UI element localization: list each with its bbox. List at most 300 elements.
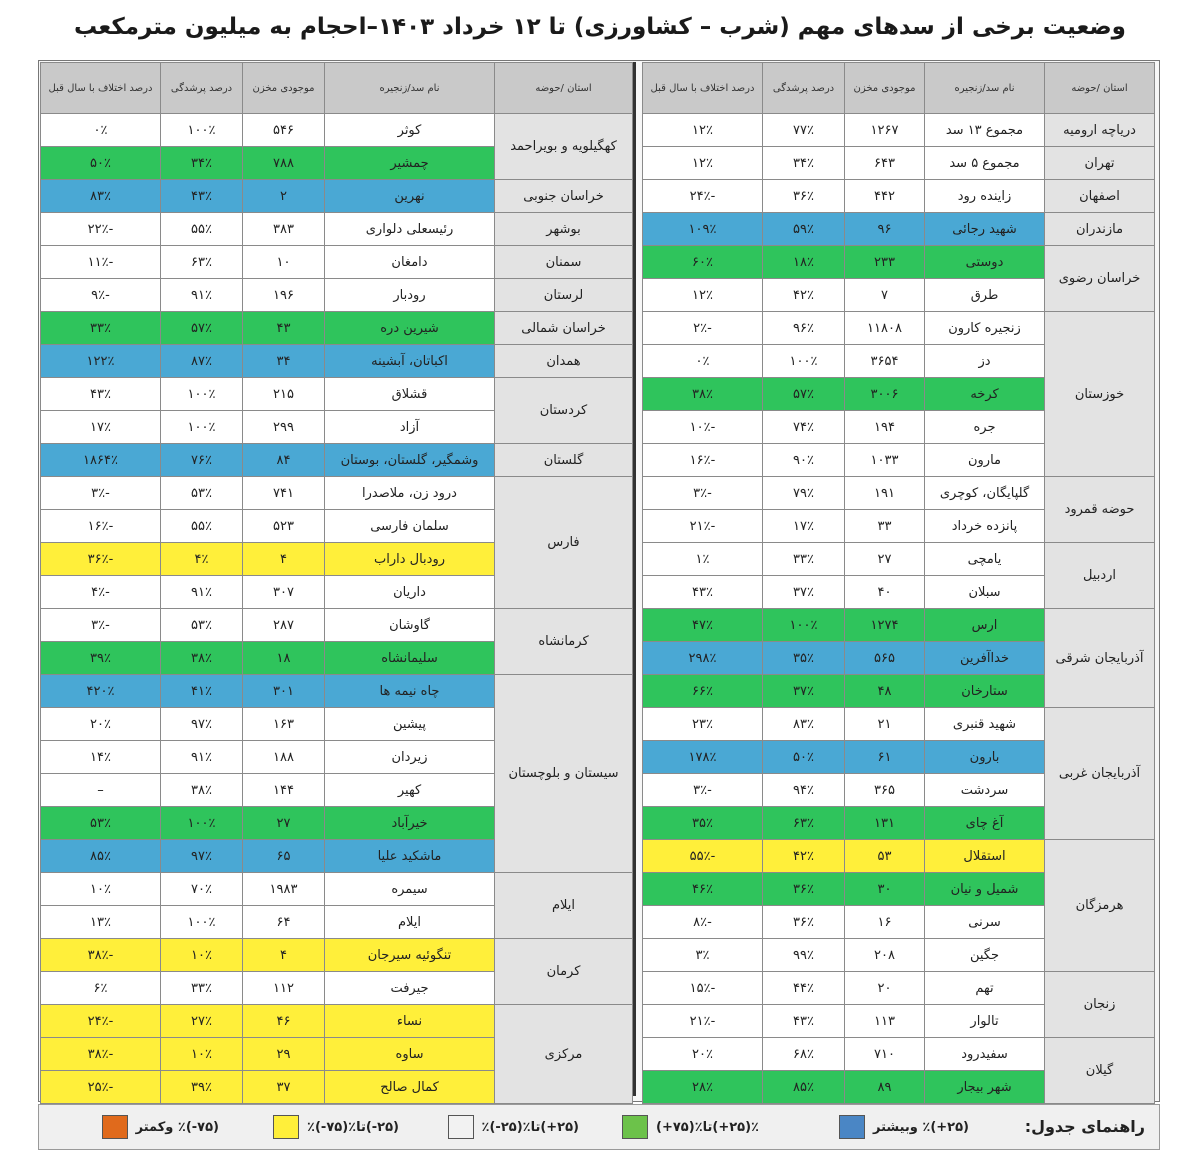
diff-percent-cell: ۴۲۰٪	[41, 675, 161, 708]
fill-percent-cell: ۳۶٪	[763, 180, 845, 213]
province-cell: دریاچه ارومیه	[1045, 114, 1155, 147]
fill-percent-cell: ۷۶٪	[161, 444, 243, 477]
fill-percent-cell: ۵۵٪	[161, 510, 243, 543]
dam-name-cell: جیرفت	[325, 972, 495, 1005]
legend-swatch-green	[622, 1115, 648, 1139]
fill-percent-cell: ۳۷٪	[763, 675, 845, 708]
diff-percent-cell: ۲۳٪	[643, 708, 763, 741]
dam-name-cell: زنجیره کارون	[925, 312, 1045, 345]
stock-cell: ۱۶۳	[243, 708, 325, 741]
stock-cell: ۶۵	[243, 840, 325, 873]
fill-percent-cell: ۳۸٪	[161, 774, 243, 807]
dam-name-cell: سلیمانشاه	[325, 642, 495, 675]
dam-name-cell: سفیدرود	[925, 1038, 1045, 1071]
stock-cell: ۷۱۰	[845, 1038, 925, 1071]
fill-percent-cell: ۱۰۰٪	[161, 906, 243, 939]
province-cell: هرمزگان	[1045, 840, 1155, 972]
fill-percent-cell: ۱۸٪	[763, 246, 845, 279]
dam-name-cell: استقلال	[925, 840, 1045, 873]
dam-name-cell: شمیل و نیان	[925, 873, 1045, 906]
province-cell: خوزستان	[1045, 312, 1155, 477]
dam-name-cell: تهم	[925, 972, 1045, 1005]
stock-cell: ۷۸۸	[243, 147, 325, 180]
fill-percent-cell: ۹۷٪	[161, 840, 243, 873]
stock-cell: ۴۸	[845, 675, 925, 708]
stock-cell: ۲	[243, 180, 325, 213]
diff-percent-cell: -۳۸٪	[41, 1038, 161, 1071]
province-cell: خراسان رضوی	[1045, 246, 1155, 312]
fill-percent-cell: ۹۱٪	[161, 279, 243, 312]
fill-percent-cell: ۹۱٪	[161, 576, 243, 609]
dam-name-cell: پانزده خرداد	[925, 510, 1045, 543]
stock-cell: ۱۲۶۷	[845, 114, 925, 147]
stock-cell: ۱۹۱	[845, 477, 925, 510]
diff-percent-cell: -۳٪	[643, 774, 763, 807]
fill-percent-cell: ۸۵٪	[763, 1071, 845, 1104]
stock-cell: ۲۰۸	[845, 939, 925, 972]
diff-percent-cell: ۴۳٪	[41, 378, 161, 411]
stock-cell: ۲۱۵	[243, 378, 325, 411]
table-row	[643, 609, 1155, 642]
table-row	[643, 543, 1155, 576]
province-cell: کرمانشاه	[495, 609, 633, 675]
province-cell: حوضه قمرود	[1045, 477, 1155, 543]
province-cell: زنجان	[1045, 972, 1155, 1038]
table-row	[643, 213, 1155, 246]
dam-name-cell: زیردان	[325, 741, 495, 774]
stock-cell: ۲۷	[845, 543, 925, 576]
stock-cell: ۲۷	[243, 807, 325, 840]
fill-percent-cell: ۴۱٪	[161, 675, 243, 708]
diff-percent-cell: ۱۲٪	[643, 279, 763, 312]
stock-cell: ۲۹	[243, 1038, 325, 1071]
fill-percent-cell: ۸۳٪	[763, 708, 845, 741]
fill-percent-cell: ۹۰٪	[763, 444, 845, 477]
header-diff: درصد اختلاف با سال قبل	[643, 63, 763, 114]
table-row	[41, 345, 633, 378]
stock-cell: ۲۹۹	[243, 411, 325, 444]
fill-percent-cell: ۵۳٪	[161, 609, 243, 642]
dam-name-cell: دز	[925, 345, 1045, 378]
province-cell: سیستان و بلوچستان	[495, 675, 633, 873]
stock-cell: ۷	[845, 279, 925, 312]
fill-percent-cell: ۴۲٪	[763, 840, 845, 873]
diff-percent-cell: ۳۵٪	[643, 807, 763, 840]
stock-cell: ۱۸	[243, 642, 325, 675]
diff-percent-cell: ۳۹٪	[41, 642, 161, 675]
diff-percent-cell: ۱۷٪	[41, 411, 161, 444]
diff-percent-cell: -۳۸٪	[41, 939, 161, 972]
dam-name-cell: ماشکید علیا	[325, 840, 495, 873]
diff-percent-cell: ۱۰۹٪	[643, 213, 763, 246]
legend-label: ٪(۲۵+)تا٪(۷۵+)	[656, 1119, 759, 1135]
dam-name-cell: کهیر	[325, 774, 495, 807]
diff-percent-cell: -۳۶٪	[41, 543, 161, 576]
table-row	[643, 312, 1155, 345]
stock-cell: ۳۰۰۶	[845, 378, 925, 411]
fill-percent-cell: ۶۳٪	[763, 807, 845, 840]
legend-item	[839, 1115, 969, 1139]
stock-cell: ۱۳۱	[845, 807, 925, 840]
dam-name-cell: رودبال داراب	[325, 543, 495, 576]
diff-percent-cell: ۰٪	[643, 345, 763, 378]
fill-percent-cell: ۹۱٪	[161, 741, 243, 774]
dam-name-cell: چمشیر	[325, 147, 495, 180]
legend-item	[273, 1115, 399, 1139]
dam-name-cell: سردشت	[925, 774, 1045, 807]
dam-name-cell: رودبار	[325, 279, 495, 312]
province-cell: گیلان	[1045, 1038, 1155, 1104]
table-row	[643, 246, 1155, 279]
dam-name-cell: دامغان	[325, 246, 495, 279]
dam-name-cell: تالوار	[925, 1005, 1045, 1038]
stock-cell: ۲۱	[845, 708, 925, 741]
stock-cell: ۳۰۷	[243, 576, 325, 609]
province-cell: خراسان جنوبی	[495, 180, 633, 213]
diff-percent-cell: -۲۱٪	[643, 510, 763, 543]
fill-percent-cell: ۳۳٪	[763, 543, 845, 576]
table-row	[41, 609, 633, 642]
fill-percent-cell: ۵۷٪	[763, 378, 845, 411]
table-row	[643, 840, 1155, 873]
fill-percent-cell: ۱۰۰٪	[763, 345, 845, 378]
stock-cell: ۳۳	[845, 510, 925, 543]
dam-name-cell: چاه نیمه ها	[325, 675, 495, 708]
diff-percent-cell: ۳٪	[643, 939, 763, 972]
header-fill: درصد پرشدگی	[763, 63, 845, 114]
dam-name-cell: آزاد	[325, 411, 495, 444]
table-row	[41, 939, 633, 972]
stock-cell: ۳۶۵	[845, 774, 925, 807]
dam-name-cell: سبلان	[925, 576, 1045, 609]
header-stock: موجودی مخزن	[845, 63, 925, 114]
dam-name-cell: مجموع ۱۳ سد	[925, 114, 1045, 147]
stock-cell: ۱۱۲	[243, 972, 325, 1005]
stock-cell: ۵۳	[845, 840, 925, 873]
diff-percent-cell: -۱۵٪	[643, 972, 763, 1005]
diff-percent-cell: ۱۸۶۴٪	[41, 444, 161, 477]
table-row	[41, 279, 633, 312]
dam-name-cell: بارون	[925, 741, 1045, 774]
stock-cell: ۱۴۴	[243, 774, 325, 807]
diff-percent-cell: -۱۶٪	[41, 510, 161, 543]
diff-percent-cell: ۸۵٪	[41, 840, 161, 873]
stock-cell: ۸۴	[243, 444, 325, 477]
fill-percent-cell: ۶۳٪	[161, 246, 243, 279]
stock-cell: ۲۰	[845, 972, 925, 1005]
fill-percent-cell: ۵۷٪	[161, 312, 243, 345]
header-dam-name: نام سد/زنجیره	[325, 63, 495, 114]
dam-name-cell: کوثر	[325, 114, 495, 147]
dam-name-cell: درود زن، ملاصدرا	[325, 477, 495, 510]
fill-percent-cell: ۷۴٪	[763, 411, 845, 444]
table-row	[41, 312, 633, 345]
dam-name-cell: جره	[925, 411, 1045, 444]
fill-percent-cell: ۱۰۰٪	[161, 807, 243, 840]
diff-percent-cell: -۳٪	[41, 477, 161, 510]
table-row	[41, 180, 633, 213]
diff-percent-cell: ۶٪	[41, 972, 161, 1005]
table-row	[41, 246, 633, 279]
fill-percent-cell: ۷۷٪	[763, 114, 845, 147]
diff-percent-cell: ۲۰٪	[41, 708, 161, 741]
province-cell: آذربایجان شرقی	[1045, 609, 1155, 708]
fill-percent-cell: ۳۶٪	[763, 873, 845, 906]
legend-item	[102, 1115, 219, 1139]
stock-cell: ۲۸۷	[243, 609, 325, 642]
fill-percent-cell: ۳۸٪	[161, 642, 243, 675]
fill-percent-cell: ۲۷٪	[161, 1005, 243, 1038]
diff-percent-cell: -۲۵٪	[41, 1071, 161, 1104]
diff-percent-cell: ۱۲۲٪	[41, 345, 161, 378]
stock-cell: ۶۴	[243, 906, 325, 939]
diff-percent-cell: ۶۰٪	[643, 246, 763, 279]
fill-percent-cell: ۱۰۰٪	[161, 411, 243, 444]
stock-cell: ۴۳	[243, 312, 325, 345]
header-diff: درصد اختلاف با سال قبل	[41, 63, 161, 114]
fill-percent-cell: ۶۸٪	[763, 1038, 845, 1071]
dam-name-cell: ستارخان	[925, 675, 1045, 708]
fill-percent-cell: ۳۴٪	[161, 147, 243, 180]
diff-percent-cell: ۱۷۸٪	[643, 741, 763, 774]
dams-table-right	[642, 62, 1155, 1104]
province-cell: ایلام	[495, 873, 633, 939]
province-cell: همدان	[495, 345, 633, 378]
dam-name-cell: گلپایگان، کوچری	[925, 477, 1045, 510]
stock-cell: ۳۰۱	[243, 675, 325, 708]
table-row	[41, 378, 633, 411]
dam-name-cell: شهید قنبری	[925, 708, 1045, 741]
diff-percent-cell: ۸۳٪	[41, 180, 161, 213]
diff-percent-cell: -۳٪	[643, 477, 763, 510]
table-row	[41, 675, 633, 708]
province-cell: تهران	[1045, 147, 1155, 180]
fill-percent-cell: ۱۰۰٪	[763, 609, 845, 642]
diff-percent-cell: ۲۰٪	[643, 1038, 763, 1071]
fill-percent-cell: ۱۰٪	[161, 1038, 243, 1071]
dam-name-cell: خیرآباد	[325, 807, 495, 840]
diff-percent-cell: ۱۲٪	[643, 114, 763, 147]
fill-percent-cell: ۹۷٪	[161, 708, 243, 741]
diff-percent-cell: -۴٪	[41, 576, 161, 609]
stock-cell: ۵۶۵	[845, 642, 925, 675]
diff-percent-cell: ۱۲٪	[643, 147, 763, 180]
table-row	[643, 114, 1155, 147]
table-row	[643, 477, 1155, 510]
stock-cell: ۷۴۱	[243, 477, 325, 510]
stock-cell: ۳۰	[845, 873, 925, 906]
legend-swatch-yellow	[273, 1115, 299, 1139]
stock-cell: ۶۴۳	[845, 147, 925, 180]
diff-percent-cell: -۲۴٪	[643, 180, 763, 213]
diff-percent-cell: -۱۰٪	[643, 411, 763, 444]
fill-percent-cell: ۴۴٪	[763, 972, 845, 1005]
province-cell: سمنان	[495, 246, 633, 279]
diff-percent-cell: ۶۶٪	[643, 675, 763, 708]
stock-cell: ۱۹۶	[243, 279, 325, 312]
legend-title: راهنمای جدول:	[1024, 1117, 1145, 1136]
dam-name-cell: شهید رجائی	[925, 213, 1045, 246]
fill-percent-cell: ۴۲٪	[763, 279, 845, 312]
diff-percent-cell: ۲۸٪	[643, 1071, 763, 1104]
dam-name-cell: تنگوئیه سیرجان	[325, 939, 495, 972]
stock-cell: ۶۱	[845, 741, 925, 774]
legend-swatch-white	[448, 1115, 474, 1139]
province-cell: مرکزی	[495, 1005, 633, 1104]
header-stock: موجودی مخزن	[243, 63, 325, 114]
dam-name-cell: شهر بیجار	[925, 1071, 1045, 1104]
dam-name-cell: قشلاق	[325, 378, 495, 411]
dam-name-cell: مجموع ۵ سد	[925, 147, 1045, 180]
diff-percent-cell: ۴۳٪	[643, 576, 763, 609]
diff-percent-cell: ۰٪	[41, 114, 161, 147]
diff-percent-cell: -۵۵٪	[643, 840, 763, 873]
dam-name-cell: ایلام	[325, 906, 495, 939]
dam-name-cell: نهرین	[325, 180, 495, 213]
diff-percent-cell: -۲٪	[643, 312, 763, 345]
table-row	[41, 444, 633, 477]
province-cell: گلستان	[495, 444, 633, 477]
fill-percent-cell: ۵۳٪	[161, 477, 243, 510]
diff-percent-cell: -۱۱٪	[41, 246, 161, 279]
province-cell: کرمان	[495, 939, 633, 1005]
stock-cell: ۱۰	[243, 246, 325, 279]
stock-cell: ۱۱۳	[845, 1005, 925, 1038]
dam-name-cell: شیرین دره	[325, 312, 495, 345]
fill-percent-cell: ۱۰۰٪	[161, 378, 243, 411]
stock-cell: ۳۶۵۴	[845, 345, 925, 378]
dam-name-cell: مارون	[925, 444, 1045, 477]
diff-percent-cell: -۱۶٪	[643, 444, 763, 477]
stock-cell: ۱۲۷۴	[845, 609, 925, 642]
dam-name-cell: دوستی	[925, 246, 1045, 279]
fill-percent-cell: ۱۰٪	[161, 939, 243, 972]
fill-percent-cell: ۸۷٪	[161, 345, 243, 378]
dam-name-cell: خداآفرین	[925, 642, 1045, 675]
diff-percent-cell: -۲۱٪	[643, 1005, 763, 1038]
dam-name-cell: کرخه	[925, 378, 1045, 411]
province-cell: فارس	[495, 477, 633, 609]
diff-percent-cell: ۴۷٪	[643, 609, 763, 642]
diff-percent-cell: ۱٪	[643, 543, 763, 576]
diff-percent-cell: ۳۸٪	[643, 378, 763, 411]
province-cell: لرستان	[495, 279, 633, 312]
dam-name-cell: زاینده رود	[925, 180, 1045, 213]
stock-cell: ۲۳۳	[845, 246, 925, 279]
stock-cell: ۴	[243, 543, 325, 576]
diff-percent-cell: ۵۰٪	[41, 147, 161, 180]
header-dam-name: نام سد/زنجیره	[925, 63, 1045, 114]
legend-label: (۲۵-)تا٪(۷۵-)٪	[307, 1119, 399, 1135]
stock-cell: ۸۹	[845, 1071, 925, 1104]
dam-name-cell: سرنی	[925, 906, 1045, 939]
dam-name-cell: وشمگیر، گلستان، بوستان	[325, 444, 495, 477]
stock-cell: ۱۶	[845, 906, 925, 939]
dam-name-cell: آغ چای	[925, 807, 1045, 840]
dam-name-cell: سیمره	[325, 873, 495, 906]
fill-percent-cell: ۵۵٪	[161, 213, 243, 246]
legend	[38, 1104, 1160, 1150]
table-row	[41, 873, 633, 906]
fill-percent-cell: ۳۹٪	[161, 1071, 243, 1104]
dam-name-cell: اکباتان، آبشینه	[325, 345, 495, 378]
fill-percent-cell: ۵۰٪	[763, 741, 845, 774]
stock-cell: ۴	[243, 939, 325, 972]
province-cell: اردبیل	[1045, 543, 1155, 609]
legend-item	[448, 1115, 579, 1139]
fill-percent-cell: ۷۹٪	[763, 477, 845, 510]
legend-label: (۲۵+)تا٪(۲۵-)٪	[481, 1119, 579, 1135]
dams-table-left	[40, 62, 633, 1104]
diff-percent-cell: ۴۶٪	[643, 873, 763, 906]
table-row	[41, 114, 633, 147]
stock-cell: ۱۰۳۳	[845, 444, 925, 477]
diff-percent-cell: ۱۰٪	[41, 873, 161, 906]
dam-name-cell: کمال صالح	[325, 1071, 495, 1104]
stock-cell: ۳۴	[243, 345, 325, 378]
diff-percent-cell: –	[41, 774, 161, 807]
province-cell: آذربایجان غربی	[1045, 708, 1155, 840]
diff-percent-cell: ۳۳٪	[41, 312, 161, 345]
stock-cell: ۵۲۳	[243, 510, 325, 543]
fill-percent-cell: ۴۳٪	[161, 180, 243, 213]
stock-cell: ۳۷	[243, 1071, 325, 1104]
fill-percent-cell: ۷۰٪	[161, 873, 243, 906]
fill-percent-cell: ۹۶٪	[763, 312, 845, 345]
province-cell: مازندران	[1045, 213, 1155, 246]
fill-percent-cell: ۳۴٪	[763, 147, 845, 180]
legend-label: (۷۵-)٪ وکمتر	[135, 1119, 219, 1135]
table-row	[643, 972, 1155, 1005]
stock-cell: ۱۹۸۳	[243, 873, 325, 906]
legend-swatch-blue	[839, 1115, 865, 1139]
table-row	[643, 180, 1155, 213]
dam-name-cell: داریان	[325, 576, 495, 609]
fill-percent-cell: ۳۶٪	[763, 906, 845, 939]
header-province: استان /حوضه	[1045, 63, 1155, 114]
header-province: استان /حوضه	[495, 63, 633, 114]
header-fill: درصد پرشدگی	[161, 63, 243, 114]
stock-cell: ۹۶	[845, 213, 925, 246]
dam-name-cell: رئیسعلی دلواری	[325, 213, 495, 246]
dam-name-cell: پیشین	[325, 708, 495, 741]
page-title: وضعیت برخی از سدهای مهم (شرب – کشاورزی) تا ۱۲ خرداد ۱۴۰۳–احجام به میلیون مترمکعب	[74, 14, 1126, 40]
province-cell: خراسان شمالی	[495, 312, 633, 345]
province-cell: بوشهر	[495, 213, 633, 246]
table-row	[643, 708, 1155, 741]
fill-percent-cell: ۳۳٪	[161, 972, 243, 1005]
table-row	[41, 1005, 633, 1038]
stock-cell: ۱۹۴	[845, 411, 925, 444]
table-row	[41, 213, 633, 246]
dam-name-cell: ساوه	[325, 1038, 495, 1071]
legend-item	[622, 1115, 759, 1139]
diff-percent-cell: -۲۴٪	[41, 1005, 161, 1038]
dam-name-cell: ارس	[925, 609, 1045, 642]
table-header-row	[643, 63, 1155, 114]
stock-cell: ۳۸۳	[243, 213, 325, 246]
diff-percent-cell: -۸٪	[643, 906, 763, 939]
diff-percent-cell: -۳٪	[41, 609, 161, 642]
province-cell: کردستان	[495, 378, 633, 444]
diff-percent-cell: ۱۳٪	[41, 906, 161, 939]
stock-cell: ۵۴۶	[243, 114, 325, 147]
diff-percent-cell: ۱۴٪	[41, 741, 161, 774]
stock-cell: ۴۶	[243, 1005, 325, 1038]
fill-percent-cell: ۳۵٪	[763, 642, 845, 675]
table-row	[41, 477, 633, 510]
dam-name-cell: سلمان فارسی	[325, 510, 495, 543]
